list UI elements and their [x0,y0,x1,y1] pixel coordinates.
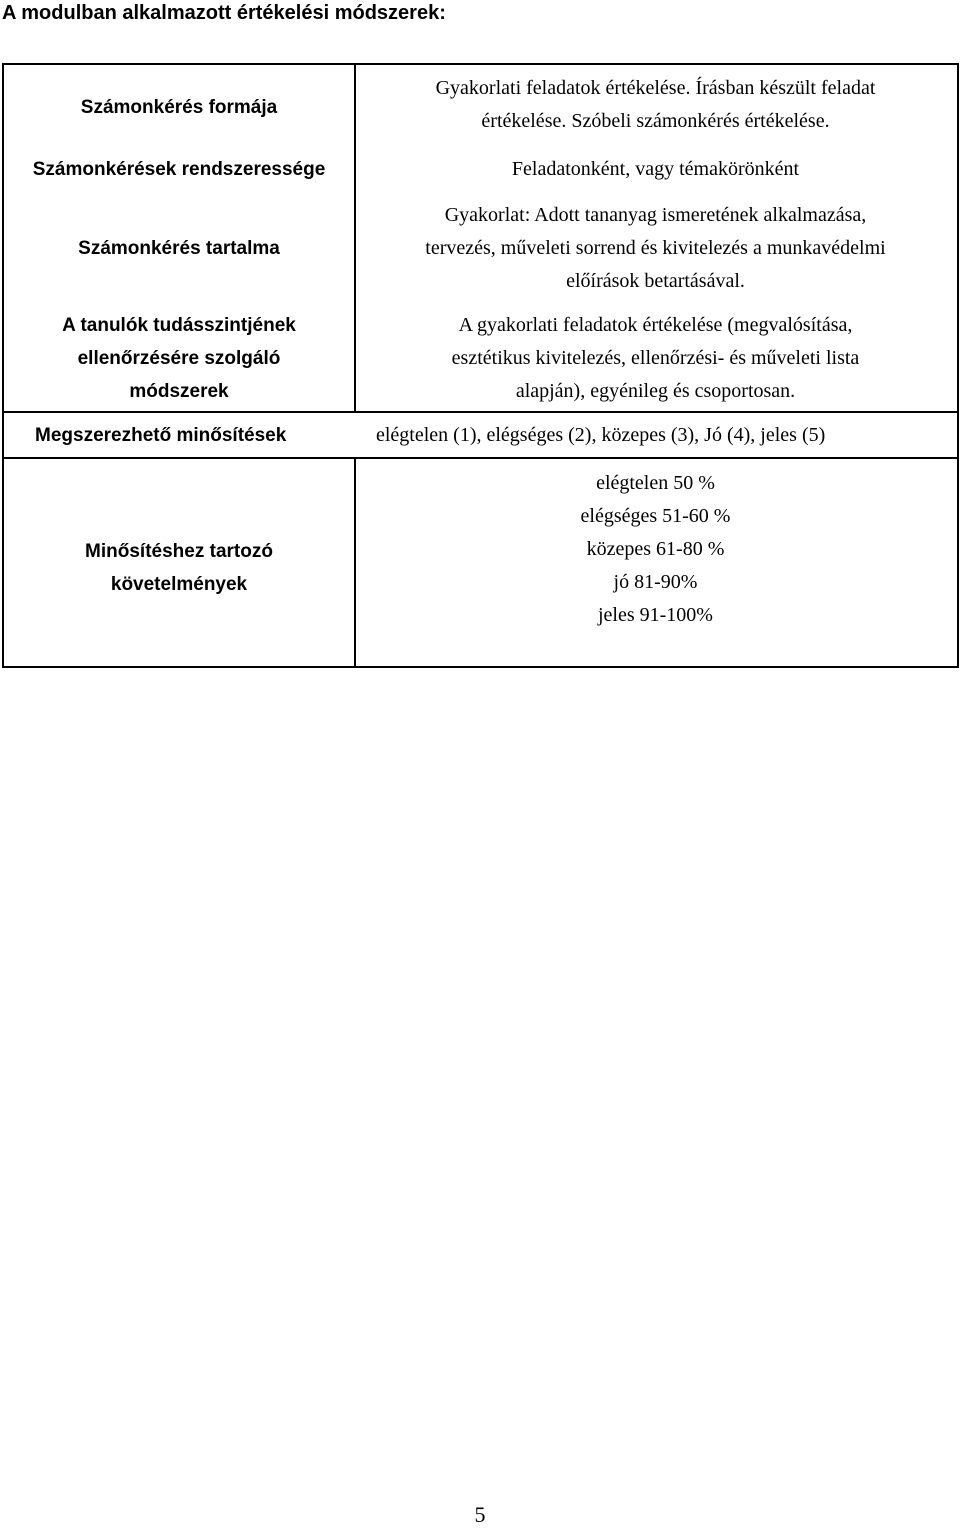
methods-value-line-3: alapján), egyénileg és csoportosan. [515,379,796,402]
form-value-line-2: értékelése. Szóbeli számonkérés értékelése. [481,110,830,132]
requirement-line-5: jeles 91-100% [598,604,713,626]
frequency-label [4,150,354,188]
frequency-value [356,150,955,188]
frequency-value-text: Feladatonként, vagy témakörönként [511,157,800,180]
methods-value-line-1: A gyakorlati feladatok értékelése (megvalósítása, [458,313,853,336]
methods-label-line-2: ellenőrzésére szolgáló [77,347,281,369]
methods-value [356,308,955,408]
content-value-line-1: Gyakorlat: Adott tananyag ismeretének alkalmazása, [444,203,867,226]
methods-label-line-1: A tanulók tudásszintjének [62,314,296,336]
frequency-label-text: Számonkérések rendszeressége [32,158,326,180]
page-number: 5 [474,1502,486,1527]
requirements-value [356,467,955,632]
form-label [4,65,354,150]
content-value-line-2: tervezés, műveleti sorrend és kivitelezés a munkavédelmi [425,236,886,259]
methods-label-line-3: módszerek [129,380,229,402]
form-label-text: Számonkérés formája [80,97,278,118]
requirements-label-line-2: követelmények [110,574,248,595]
form-value [356,72,955,138]
requirement-line-2: elégséges 51-60 % [580,505,731,527]
requirement-line-4: jó 81-90% [613,571,698,593]
content-label [4,198,354,298]
grades-value-text: elégtelen (1), elégséges (2), közepes (3), Jó (4), jeles (5) [376,423,826,446]
requirements-label-line-1: Minősítéshez tartozó [85,541,273,562]
section-heading: A modulban alkalmazott értékelési módszerek: [2,2,446,24]
requirement-line-1: elégtelen 50 % [596,472,715,494]
requirements-label [4,533,354,603]
requirement-line-3: közepes 61-80 % [586,538,725,560]
grades-label-text: Megszerezhető minősítések [35,424,287,446]
form-value-line-1: Gyakorlati feladatok értékelése. Írásban készült feladat [435,77,876,99]
methods-label [4,308,354,408]
content-value-line-3: előírások betartásával. [566,269,745,292]
grades-value [356,413,955,457]
grades-label [4,413,354,457]
methods-value-line-2: esztétikus kivitelezés, ellenőrzési- és műveleti lista [451,346,860,369]
content-value [356,198,955,298]
row-divider-grades-bottom [4,457,957,459]
content-label-text: Számonkérés tartalma [78,237,280,259]
